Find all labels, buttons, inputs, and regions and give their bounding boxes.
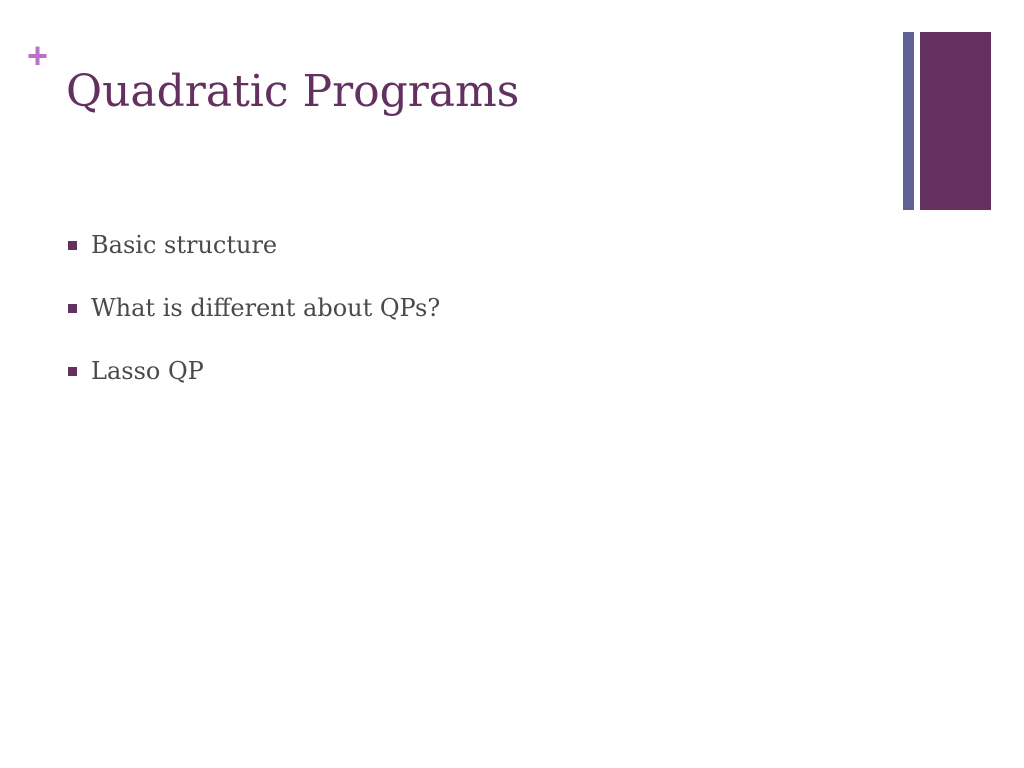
square-bullet-icon [68,241,77,250]
bullet-text: What is different about QPs? [91,294,441,322]
accent-bar-thick [920,32,991,210]
plus-icon: + [27,35,49,76]
square-bullet-icon [68,304,77,313]
bullet-item [68,288,440,328]
bullet-item [68,351,440,391]
slide-title: Quadratic Programs [66,66,520,117]
accent-bar-thin [903,32,914,210]
square-bullet-icon [68,367,77,376]
bullet-text: Lasso QP [91,357,204,385]
bullet-text: Basic structure [91,231,278,259]
bullet-item [68,225,440,265]
bullet-list [68,225,440,414]
